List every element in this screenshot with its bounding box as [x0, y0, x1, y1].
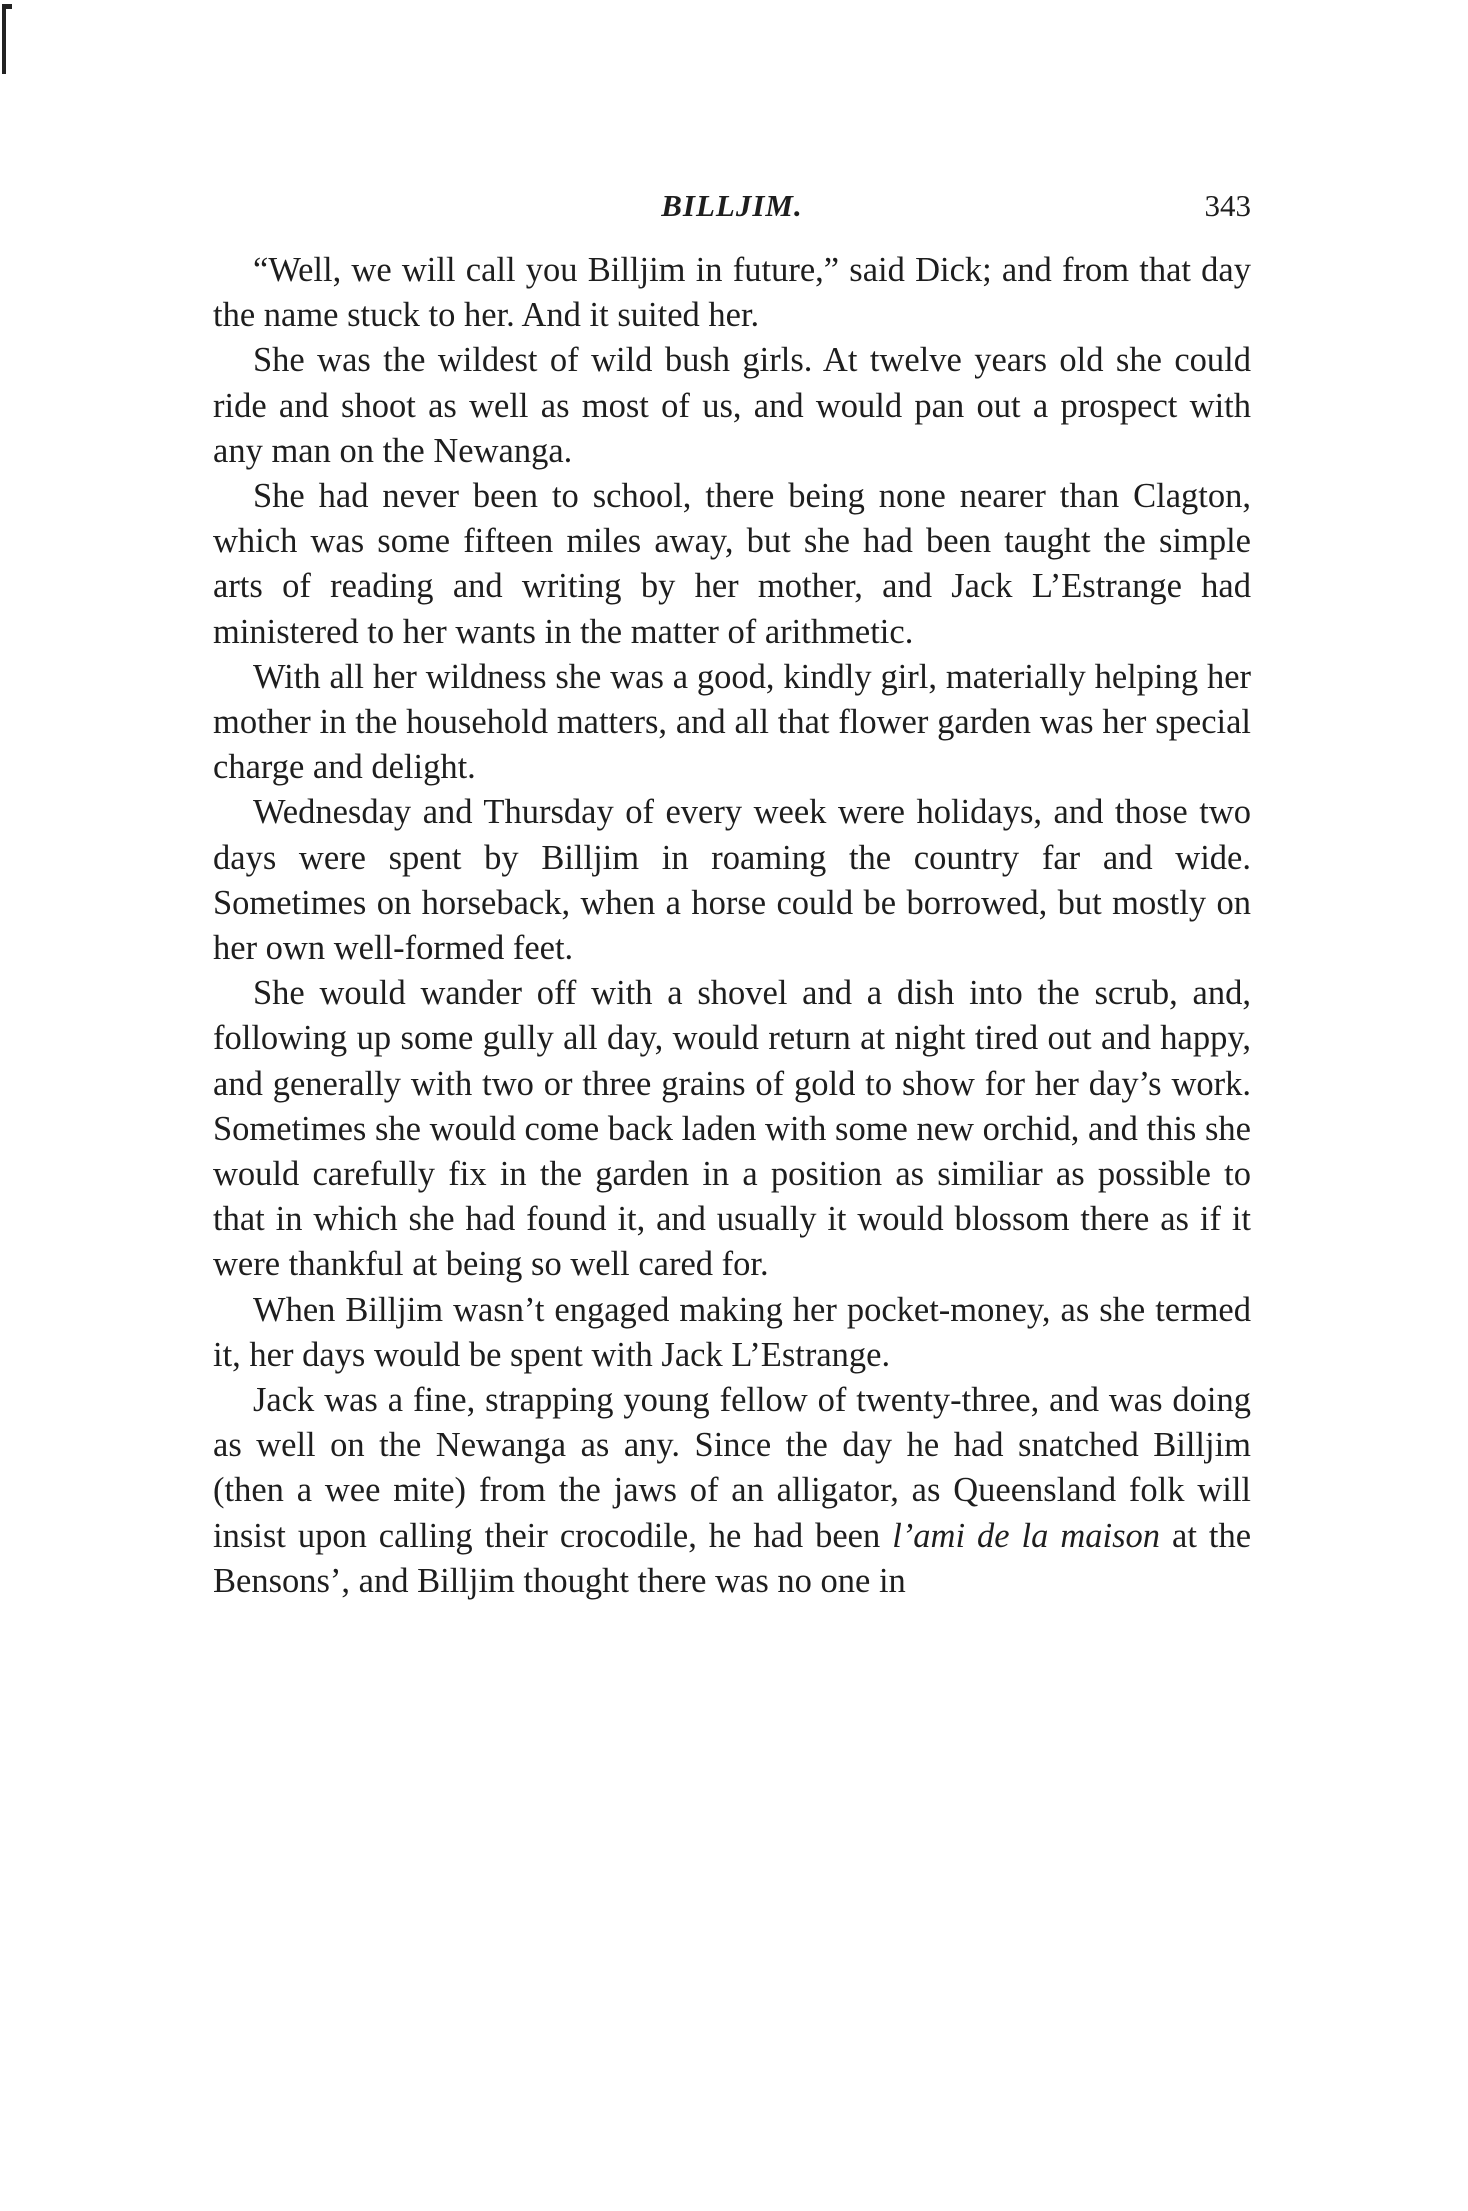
paragraph: With all her wildness she was a good, kindly girl, materially helping her mother in the household matters, and all that flower garden was her special charge and delight. [213, 657, 1251, 787]
running-title: BILLJIM. [661, 188, 803, 223]
paragraph: She was the wildest of wild bush girls. At twelve years old she could ride and shoot as well as most of us, and would pan out a prospect with any man on the Newanga. [213, 341, 1251, 470]
body-text [213, 248, 1251, 1604]
italic-phrase: l’ami de la maison [892, 1516, 1161, 1555]
paragraph: She had never been to school, there being none nearer than Clagton, which was some fifteen miles away, but she had been taught the simple arts of reading and writing by her mother, and Jack L’Estrange had ministered to her wants in the matter of arithmetic. [213, 477, 1251, 651]
running-header [213, 188, 1251, 228]
page-number: 343 [1204, 188, 1251, 223]
page-edge-mark [2, 4, 6, 74]
paragraph [213, 1378, 1251, 1604]
paragraph: She would wander off with a shovel and a dish into the scrub, and, following up some gully all day, would return at night tired out and happy, and generally with two or three grains of gold to show for her day’s work. Sometimes she would come back laden with some new orchid, and this she would carefully fix in the garden in a position as similiar as possible to that in which she had found it, and usually it would blossom there as if it were thankful at being so well cared for. [213, 974, 1251, 1284]
paragraph-text: at the Bensons’, and Billjim thought there was no one in [213, 1516, 1252, 1600]
paragraph-text: Jack was a fine, strapping young fellow of twenty-three, and was doing as well on the Newanga as any. Since the day he had snatched Billjim (then a wee mite) from the jaws of an alligator, as Queensland folk will insist upon calling their crocodile, he had been [213, 1381, 1251, 1555]
paragraph: When Billjim wasn’t engaged making her pocket-money, as she termed it, her days would be spent with Jack L’Estrange. [213, 1290, 1251, 1374]
paragraph: “Well, we will call you Billjim in future,” said Dick; and from that day the name stuck to her. And it suited her. [213, 251, 1251, 335]
paragraph: Wednesday and Thursday of every week were holidays, and those two days were spent by Billjim in roaming the country far and wide. Sometimes on horseback, when a horse could be borrowed, but mostly on her own well-formed feet. [213, 793, 1251, 968]
